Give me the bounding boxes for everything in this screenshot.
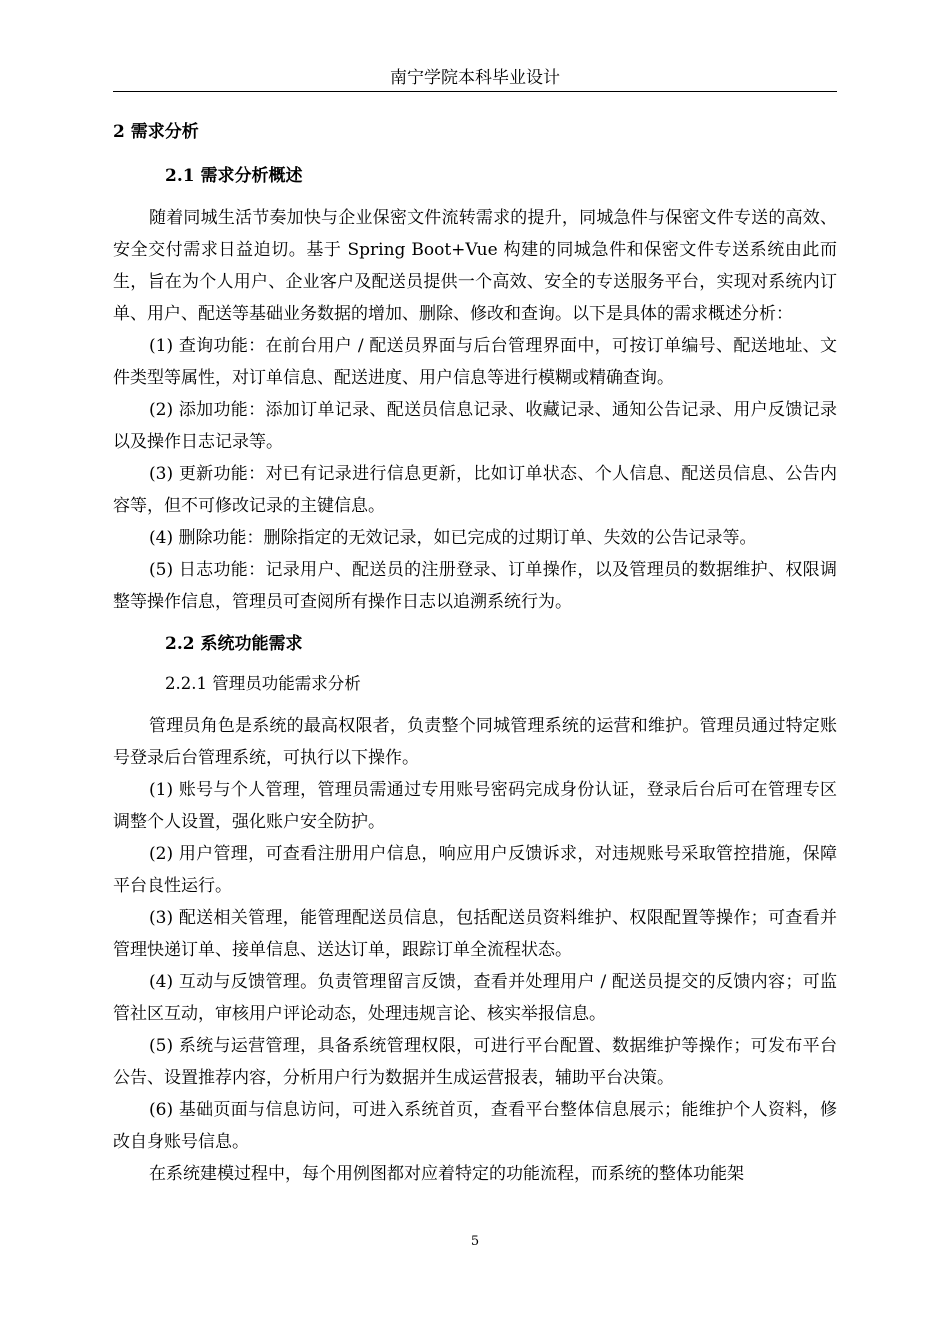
list-item: (5) 系统与运营管理，具备系统管理权限，可进行平台配置、数据维护等操作；可发布平台公告、设置推荐内容，分析用户行为数据并生成运营报表，辅助平台决策。	[113, 1036, 837, 1088]
list-item: (2) 添加功能：添加订单记录、配送员信息记录、收藏记录、通知公告记录、用户反馈记录以及操作日志记录等。	[113, 400, 837, 452]
page-body	[113, 112, 837, 1190]
list-item: (2) 用户管理，可查看注册用户信息，响应用户反馈诉求，对违规账号采取管控措施，保障平台良性运行。	[113, 844, 837, 896]
subsection-heading-2-1: 2.1 需求分析概述	[165, 166, 303, 186]
list-item: (3) 配送相关管理，能管理配送员信息，包括配送员资料维护、权限配置等操作；可查看并管理快递订单、接单信息、送达订单，跟踪订单全流程状态。	[113, 908, 837, 960]
list-item: (4) 互动与反馈管理。负责管理留言反馈，查看并处理用户 / 配送员提交的反馈内容；可监管社区互动，审核用户评论动态，处理违规言论、核实举报信息。	[113, 972, 837, 1024]
paragraph-overview: 随着同城生活节奏加快与企业保密文件流转需求的提升，同城急件与保密文件专送的高效、安全交付需求日益迫切。基于 Spring Boot+Vue 构建的同城急件和保密文件专送系统由此而生，旨在为个人用户、企业客户及配送员提供一个高效、安全的专送服务平台，实现对系统内订单、用户、配送等基础业务数据的增加、删除、修改和查询。以下是具体的需求概述分析：	[113, 208, 837, 324]
paragraph-closing: 在系统建模过程中，每个用例图都对应着特定的功能流程，而系统的整体功能架	[149, 1164, 744, 1184]
list-item: (1) 查询功能：在前台用户 / 配送员界面与后台管理界面中，可按订单编号、配送地址、文件类型等属性，对订单信息、配送进度、用户信息等进行模糊或精确查询。	[113, 336, 837, 388]
list-item: (4) 删除功能：删除指定的无效记录，如已完成的过期订单、失效的公告记录等。	[149, 528, 757, 548]
list-item: (5) 日志功能：记录用户、配送员的注册登录、订单操作，以及管理员的数据维护、权限调整等操作信息，管理员可查阅所有操作日志以追溯系统行为。	[113, 560, 837, 612]
header-rule	[113, 91, 837, 92]
page-header: 南宁学院本科毕业设计	[390, 68, 560, 88]
paragraph-admin-intro: 管理员角色是系统的最高权限者，负责整个同城管理系统的运营和维护。管理员通过特定账号登录后台管理系统，可执行以下操作。	[113, 716, 837, 768]
list-item: (6) 基础页面与信息访问，可进入系统首页，查看平台整体信息展示；能维护个人资料，修改自身账号信息。	[113, 1100, 837, 1152]
list-item: (1) 账号与个人管理，管理员需通过专用账号密码完成身份认证，登录后台后可在管理专区调整个人设置，强化账户安全防护。	[113, 780, 837, 832]
subsection-heading-2-2: 2.2 系统功能需求	[165, 634, 303, 654]
list-item: (3) 更新功能：对已有记录进行信息更新，比如订单状态、个人信息、配送员信息、公告内容等，但不可修改记录的主键信息。	[113, 464, 837, 516]
page-number: 5	[470, 1234, 480, 1249]
subsubsection-heading-2-2-1: 2.2.1 管理员功能需求分析	[165, 674, 361, 693]
section-heading: 2 需求分析	[113, 122, 199, 142]
